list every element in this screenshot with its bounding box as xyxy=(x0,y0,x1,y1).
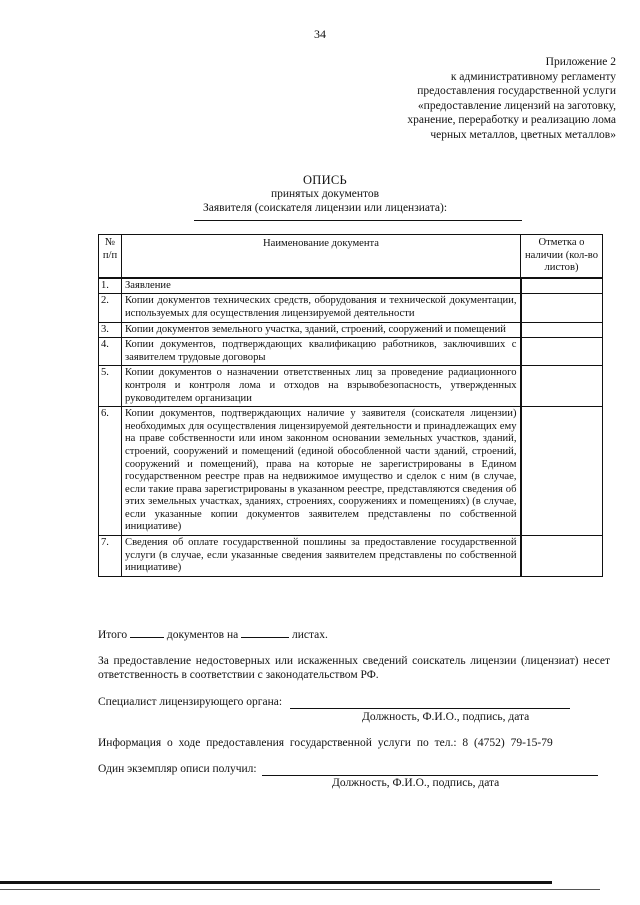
copy-received-label: Один экземпляр описи получил: xyxy=(98,763,257,775)
row-mark-cell[interactable] xyxy=(521,338,603,366)
specialist-label: Специалист лицензирующего органа: xyxy=(98,696,283,708)
table-row xyxy=(99,407,603,536)
row-document: Копии документов о назначении ответственных лиц за проведение радиационного контроля и контроля лома и отходов на взрывобезопасность, утвержденных руководителем организации xyxy=(122,366,521,407)
table-header-row xyxy=(99,235,603,278)
row-document: Копии документов, подтверждающих наличие у заявителя (соискателя лицензии) необходимых для осуществления лицензируемой деятельности и принадлежащих ему на праве собственности или ином законном основании земельных участков, зданий, строений, сооружений и помещений (единой обособленной части зданий, строений, сооружений и помещений), права на которые не зарегистрированы в Едином государственном реестре прав на недвижимое имущество и сделок с ним (в случае, если такие права зарегистрированы в указанном реестре, представляются сведения об этих земельных участках, зданиях, строениях, сооружениях и помещениях) (в случае, если указанные копии документов заявителем представлены по собственной инициативе) xyxy=(122,407,521,536)
header-num: № п/п xyxy=(99,235,122,278)
row-number: 3. xyxy=(99,322,122,338)
row-mark-cell[interactable] xyxy=(521,536,603,577)
liability-warning: За предоставление недостоверных или искаженных сведений соискатель лицензии (лицензиат) несет ответственность в соответствии с законодательством РФ. xyxy=(98,655,610,681)
table-row xyxy=(99,294,603,322)
row-number: 5. xyxy=(99,366,122,407)
scan-edge-line xyxy=(0,881,552,884)
row-number: 1. xyxy=(99,278,122,294)
applicant-blank-line[interactable] xyxy=(194,220,522,221)
row-document: Заявление xyxy=(122,278,521,294)
table-row xyxy=(99,278,603,294)
row-number: 7. xyxy=(99,536,122,577)
total-docs-label: документов на xyxy=(166,629,239,641)
row-document: Копии документов технических средств, оборудования и технической документации, используемых для осуществления лицензируемой деятельности xyxy=(122,294,521,322)
appendix-line: «предоставление лицензий на заготовку, xyxy=(417,99,616,112)
signature-caption: Должность, Ф.И.О., подпись, дата xyxy=(332,777,500,789)
header-mark: Отметка о наличии (кол-во листов) xyxy=(521,235,603,278)
appendix-line: хранение, переработку и реализацию лома xyxy=(407,114,616,126)
total-sheets-blank[interactable] xyxy=(241,627,289,638)
signature-caption: Должность, Ф.И.О., подпись, дата xyxy=(362,711,530,723)
appendix-header xyxy=(316,55,616,142)
phone-info: Информация о ходе предоставления государственной услуги по тел.: 8 (4752) 79-15-79 xyxy=(98,737,553,749)
total-sheets-label: листах. xyxy=(291,629,328,641)
appendix-line: предоставления государственной услуги xyxy=(417,85,616,97)
specialist-signature-line[interactable] xyxy=(290,708,570,709)
total-docs-blank[interactable] xyxy=(130,627,164,638)
appendix-line: Приложение 2 xyxy=(545,56,616,68)
row-mark-cell[interactable] xyxy=(521,294,603,322)
total-line xyxy=(98,627,328,642)
table-row xyxy=(99,322,603,338)
table-row xyxy=(99,366,603,407)
row-mark-cell[interactable] xyxy=(521,322,603,338)
header-name: Наименование документа xyxy=(122,235,521,278)
documents-table xyxy=(98,234,603,577)
table-row xyxy=(99,536,603,577)
page-number: 34 xyxy=(314,27,326,41)
row-document: Копии документов земельного участка, зданий, строений, сооружений и помещений xyxy=(122,322,521,338)
row-mark-cell[interactable] xyxy=(521,278,603,294)
title-heading: ОПИСЬ xyxy=(302,173,348,187)
row-mark-cell[interactable] xyxy=(521,407,603,536)
title-subheading: принятых документов xyxy=(270,188,380,200)
row-document: Копии документов, подтверждающих квалификацию работников, заключивших с заявителем трудовые договоры xyxy=(122,338,521,366)
total-label: Итого xyxy=(98,629,128,641)
table-row xyxy=(99,338,603,366)
appendix-line: к административному регламенту xyxy=(450,70,616,83)
appendix-line: черных металлов, цветных металлов» xyxy=(430,128,616,141)
row-number: 6. xyxy=(99,407,122,536)
scan-edge-line xyxy=(0,889,600,890)
row-number: 2. xyxy=(99,294,122,322)
document-title xyxy=(180,173,470,215)
row-number: 4. xyxy=(99,338,122,366)
row-mark-cell[interactable] xyxy=(521,366,603,407)
row-document: Сведения об оплате государственной пошлины за предоставление государственной услуги (в случае, если указанные сведения заявителем представлены по собственной инициативе) xyxy=(122,536,521,577)
applicant-label: Заявителя (соискателя лицензии или лицензиата): xyxy=(202,202,448,214)
